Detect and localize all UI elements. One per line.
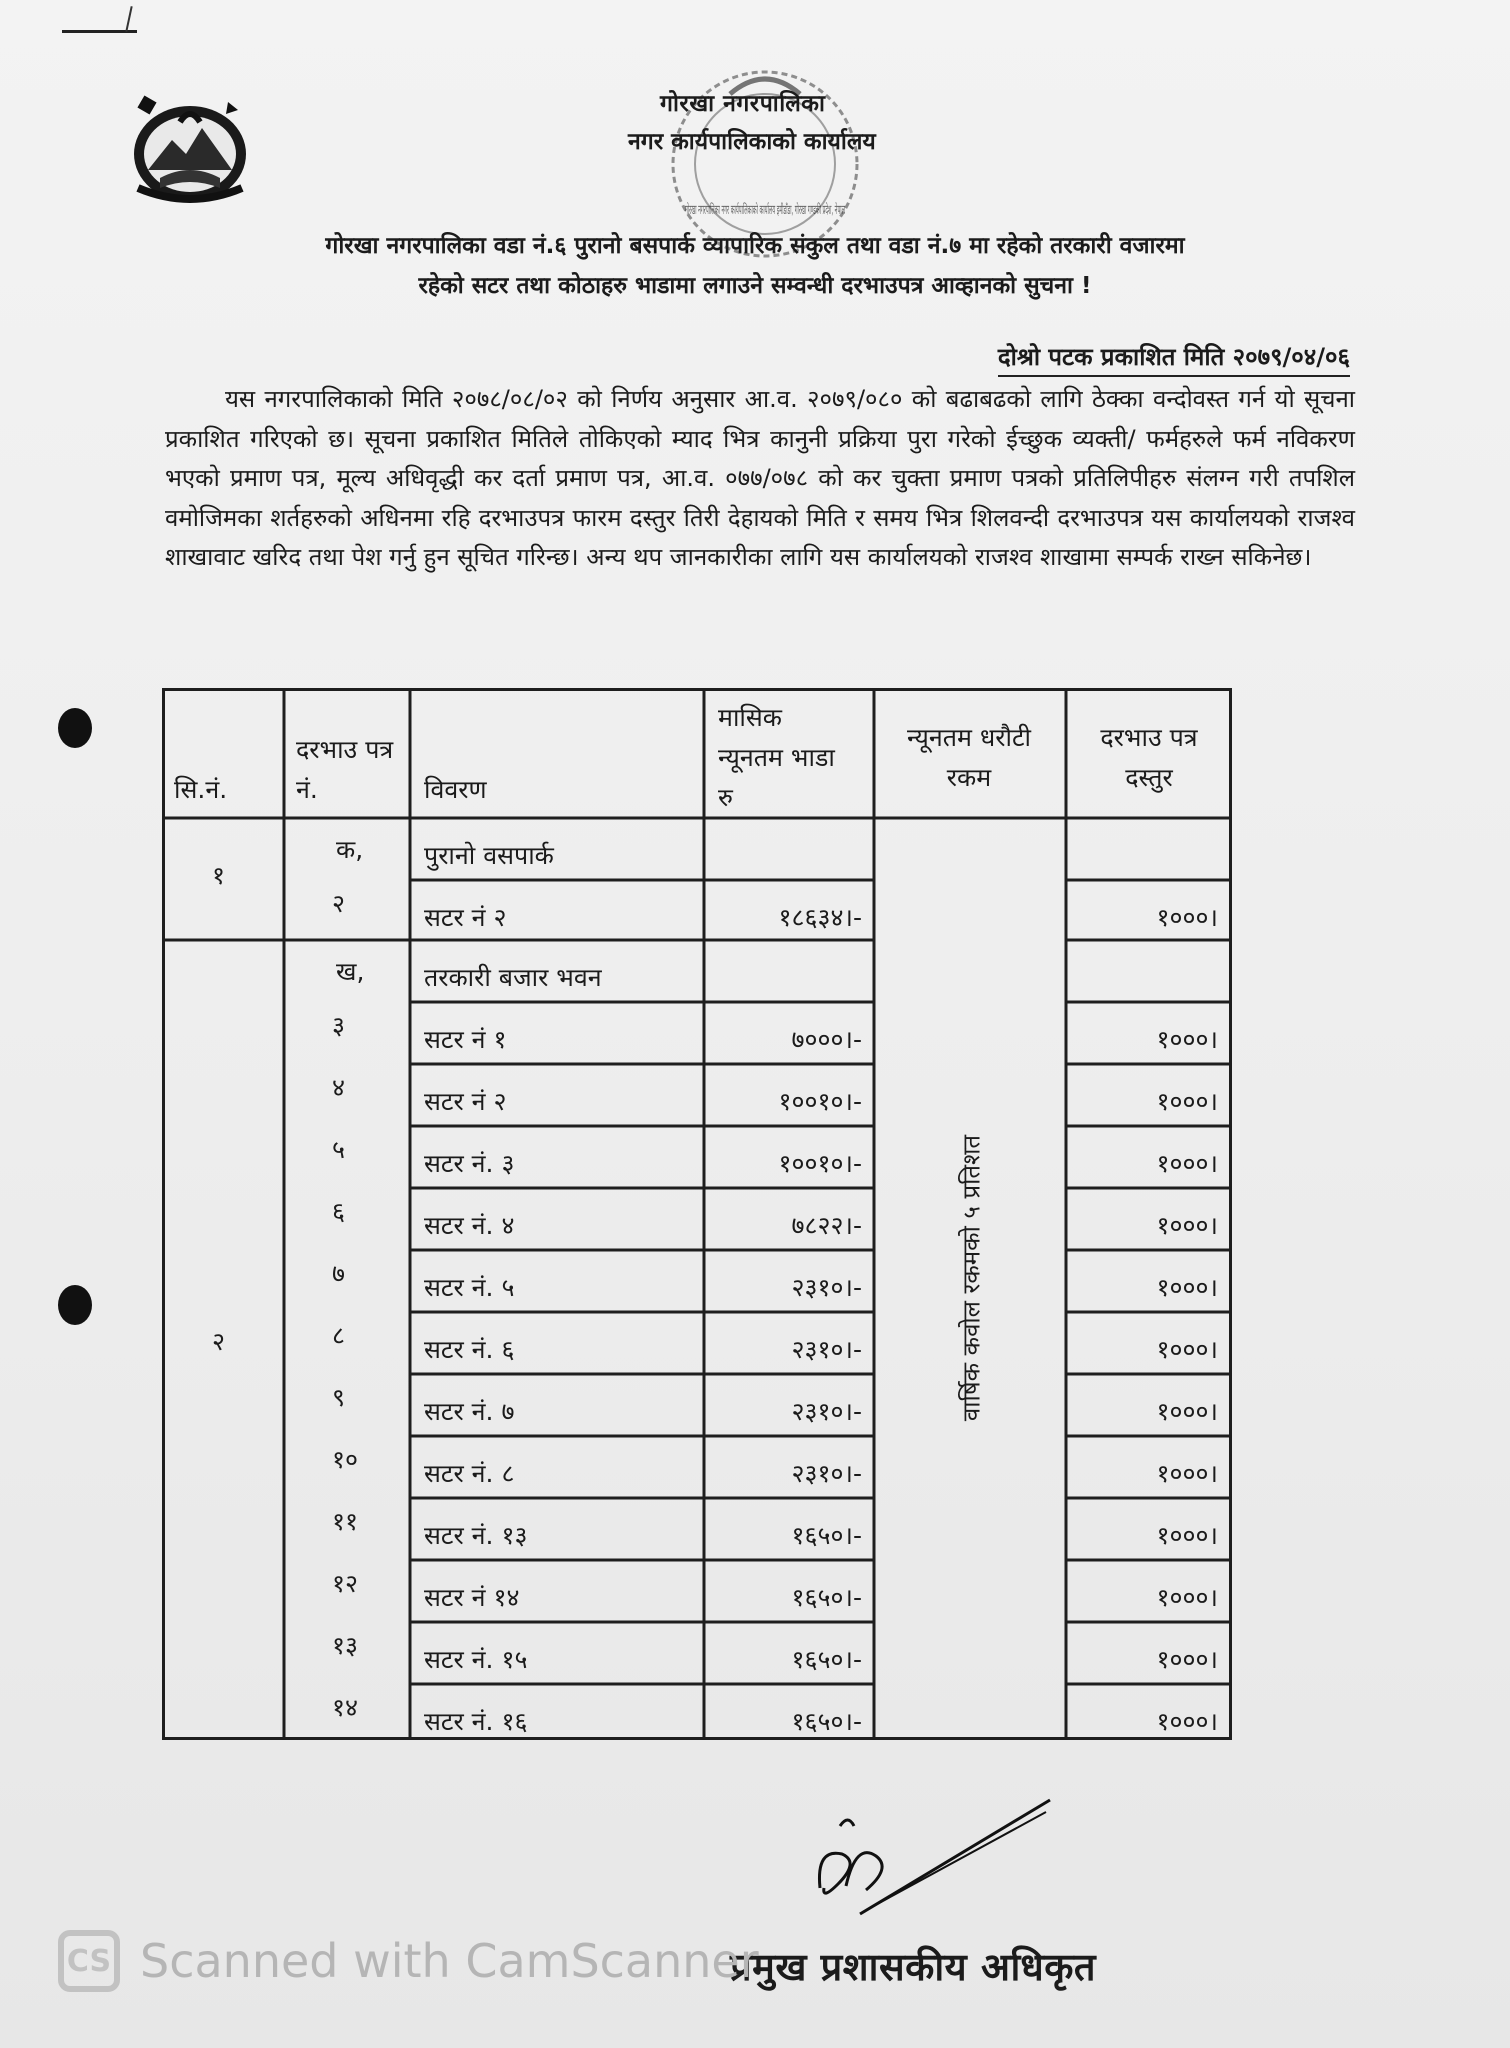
group-serial-no: २ xyxy=(212,1327,226,1356)
header-serial-no: सि.नं. xyxy=(174,775,228,804)
row-fee: १०००। xyxy=(1156,1025,1218,1054)
row-fee: १०००। xyxy=(1156,1645,1218,1674)
row-fee: १०००। xyxy=(1156,1707,1218,1736)
row-description: सटर नं. १६ xyxy=(424,1707,528,1736)
row-fee: १०००। xyxy=(1156,1211,1218,1240)
office-subtitle: नगर कार्यपालिकाको कार्यालय xyxy=(628,129,876,155)
group-code: क, xyxy=(336,835,364,864)
row-description: सटर नं. ७ xyxy=(424,1397,515,1426)
row-bid-no: ५ xyxy=(332,1135,346,1164)
group-title: पुरानो वसपार्क xyxy=(424,841,554,870)
punch-hole-bottom xyxy=(58,1285,92,1325)
row-description: सटर नं २ xyxy=(424,903,507,932)
row-description: सटर नं १४ xyxy=(424,1583,520,1612)
row-description: सटर नं. ८ xyxy=(424,1459,515,1488)
signatory-title: प्रमुख प्रशासकीय अधिकृत xyxy=(730,1945,1097,1989)
header-bid-form-fee: दरभाउ पत्र दस्तुर xyxy=(1100,723,1198,792)
signature xyxy=(800,1790,1060,1930)
row-description: सटर नं. १५ xyxy=(424,1645,528,1674)
row-description: सटर नं. ४ xyxy=(424,1211,515,1240)
row-description: सटर नं. १३ xyxy=(424,1521,528,1550)
row-fee: १०००। xyxy=(1156,1583,1218,1612)
row-rent: २३१०।- xyxy=(791,1397,862,1426)
row-rent: ७०००।- xyxy=(791,1025,862,1054)
row-bid-no: ७ xyxy=(332,1259,346,1288)
row-bid-no: १३ xyxy=(332,1631,359,1660)
row-rent: १००१०।- xyxy=(778,1087,862,1116)
deposit-note: वार्षिक कवोल रकमको ५ प्रतिशत xyxy=(957,1134,986,1422)
group-title: तरकारी बजार भवन xyxy=(424,963,602,992)
notice-subject-line-2: रहेको सटर तथा कोठाहरु भाडामा लगाउने सम्वन्धी दरभाउपत्र आव्हानको सुचना ! xyxy=(418,273,1092,299)
row-rent: २३१०।- xyxy=(791,1273,862,1302)
header-bid-no: दरभाउ पत्र नं. xyxy=(296,735,394,804)
row-rent: १८६३४।- xyxy=(778,903,862,932)
row-bid-no: १२ xyxy=(332,1569,359,1598)
row-rent: १६५०।- xyxy=(791,1645,862,1674)
row-bid-no: ४ xyxy=(332,1073,346,1102)
row-rent: १६५०।- xyxy=(791,1521,862,1550)
corner-mark-tick xyxy=(125,6,132,32)
camscanner-watermark xyxy=(58,1928,759,1994)
row-rent: १००१०।- xyxy=(778,1149,862,1178)
row-bid-no: २ xyxy=(332,889,346,918)
row-description: सटर नं. ६ xyxy=(424,1335,515,1364)
publication-date: दोश्रो पटक प्रकाशित मिति २०७९/०४/०६ xyxy=(998,340,1350,377)
row-bid-no: ३ xyxy=(332,1011,346,1040)
row-rent: १६५०।- xyxy=(791,1707,862,1736)
punch-hole-top xyxy=(58,708,92,748)
row-rent: २३१०।- xyxy=(791,1335,862,1364)
row-bid-no: १४ xyxy=(332,1693,359,1722)
row-rent: १६५०।- xyxy=(791,1583,862,1612)
bid-table xyxy=(162,688,1232,1740)
group-serial-no: १ xyxy=(212,861,226,890)
header-minimum-deposit: न्यूनतम धरौटी रकम xyxy=(906,723,1032,792)
row-bid-no: ९ xyxy=(332,1383,346,1412)
row-fee: १०००। xyxy=(1156,1149,1218,1178)
row-description: सटर नं १ xyxy=(424,1025,507,1054)
notice-body-paragraph: यस नगरपालिकाको मिति २०७८/०८/०२ को निर्णय अनुसार आ.व. २०७९/०८० को बढाबढको लागि ठेक्का वन्दोवस्त गर्न यो सूचना प्रकाशित गरिएको छ। सूचना प्रकाशित मितिले तोकिएको म्याद भित्र कानुनी प्रक्रिया पुरा गरेको ईच्छुक व्यक्ती/ फर्महरुले फर्म नविकरण भएको प्रमाण पत्र, मूल्य अधिवृद्धी कर दर्ता प्रमाण पत्र, आ.व. ०७७/०७८ को कर चुक्ता प्रमाण पत्रको प्रतिलिपीहरु संलग्न गरी तपशिल वमोजिमका शर्तहरुको अधिनमा रहि दरभाउपत्र फारम दस्तुर तिरी देहायको मिति र समय भित्र शिलवन्दी दरभाउपत्र यस कार्यालयको राजश्व शाखावाट खरिद तथा पेश गर्नु हुन सूचित गरिन्छ। अन्य थप जानकारीका लागि यस कार्यालयको राजश्व शाखामा सम्पर्क राख्न सकिनेछ। xyxy=(165,385,1355,571)
watermark-text: Scanned with CamScanner xyxy=(140,1934,759,1988)
row-bid-no: १० xyxy=(332,1445,359,1474)
row-rent: २३१०।- xyxy=(791,1459,862,1488)
header-monthly-rent: मासिक न्यूनतम भाडा रु xyxy=(718,703,835,812)
row-fee: १०००। xyxy=(1156,1273,1218,1302)
notice-subject-line-1: गोरखा नगरपालिका वडा नं.६ पुरानो बसपार्क व्यापारिक संकुल तथा वडा नं.७ मा रहेको तरकारी वजारमा xyxy=(325,233,1185,259)
row-fee: १०००। xyxy=(1156,1521,1218,1550)
seal-text: गोरखा नगरपालिका नगर कार्यपालिकाको कार्यालय इमीडाँडा, गोरखा गण्डकी प्रदेश, नेपाल xyxy=(685,203,1100,218)
row-description: सटर नं. ५ xyxy=(424,1273,515,1302)
row-fee: १०००। xyxy=(1156,903,1218,932)
row-bid-no: ८ xyxy=(332,1321,346,1350)
row-bid-no: ११ xyxy=(332,1507,359,1536)
nepal-emblem-logo xyxy=(120,92,260,212)
office-name: गोरखा नगरपालिका xyxy=(660,91,826,117)
row-rent: ७८२२।- xyxy=(791,1211,862,1240)
row-description: सटर नं २ xyxy=(424,1087,507,1116)
row-description: सटर नं. ३ xyxy=(424,1149,515,1178)
row-bid-no: ६ xyxy=(332,1197,346,1226)
row-fee: १०००। xyxy=(1156,1459,1218,1488)
row-fee: १०००। xyxy=(1156,1397,1218,1426)
row-fee: १०००। xyxy=(1156,1087,1218,1116)
camscanner-logo-icon: CS xyxy=(58,1930,120,1992)
row-fee: १०००। xyxy=(1156,1335,1218,1364)
group-code: ख, xyxy=(336,957,365,986)
header-description: विवरण xyxy=(424,775,487,804)
